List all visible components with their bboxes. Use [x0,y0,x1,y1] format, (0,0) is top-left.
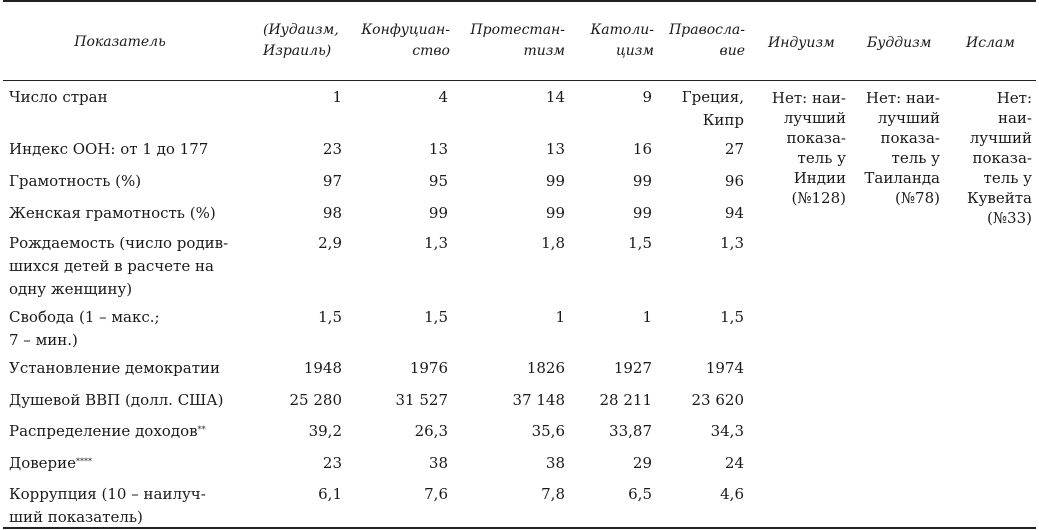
cell-fertility-judaism: 2,9 [318,234,342,252]
cell-female-literacy-catholic: 99 [632,204,652,222]
row-label-un-index: Индекс ООН: от 1 до 177 [9,140,209,158]
cell-freedom-orthodox: 1,5 [720,308,744,326]
cell-female-literacy-protestant: 99 [545,204,565,222]
cell-trust-judaism: 23 [322,454,342,472]
cell-un-index-judaism: 23 [322,140,342,158]
cell-countries-protestant: 14 [545,88,565,106]
cell-gdp-confucian: 31 527 [395,391,448,409]
cell-democracy-catholic: 1927 [613,359,652,377]
trust-text: Доверие [9,454,77,472]
row-label-fertility: Рождаемость (число родив- шихся детей в расчете на одну женщину) [9,234,229,298]
cell-trust-protestant: 38 [545,454,565,472]
cell-freedom-protestant: 1 [555,308,565,326]
header-indicator: Показатель [74,34,166,50]
cell-fertility-protestant: 1,8 [541,234,565,252]
cell-countries-judaism: 1 [332,88,342,106]
cell-corruption-judaism: 6,1 [318,485,342,503]
trust-footnote-mark: **** [76,457,93,466]
cell-income-confucian: 26,3 [414,422,448,440]
row-label-countries: Число стран [9,88,108,106]
cell-literacy-orthodox: 96 [724,172,744,190]
cell-countries-catholic: 9 [642,88,652,106]
cell-trust-orthodox: 24 [724,454,744,472]
cell-income-orthodox: 34,3 [710,422,744,440]
cell-democracy-judaism: 1948 [303,359,342,377]
header-buddhism: Буддизм [867,35,932,51]
income-distribution-footnote-mark: ** [197,425,206,434]
cell-countries-confucian: 4 [438,88,448,106]
cell-gdp-judaism: 25 280 [289,391,342,409]
income-distribution-text: Распределение доходов [9,422,198,440]
header-judaism: (Иудаизм, Израиль) [263,22,339,59]
cell-democracy-orthodox: 1974 [705,359,744,377]
note-buddhism: Нет: наи- лучший показа- тель у Таиланда (№78) [864,89,940,207]
header-catholicism: Католи- цизм [590,22,654,59]
cell-trust-catholic: 29 [632,454,652,472]
row-label-female-literacy: Женская грамотность (%) [9,204,216,222]
note-hinduism: Нет: наи- лучший показа- тель у Индии (№128) [771,89,846,207]
cell-gdp-orthodox: 23 620 [691,391,744,409]
header-hinduism: Индуизм [768,35,835,51]
table-header-rule [3,80,1036,81]
cell-income-judaism: 39,2 [308,422,342,440]
cell-literacy-confucian: 95 [428,172,448,190]
row-label-gdp: Душевой ВВП (долл. США) [9,391,224,409]
cell-corruption-catholic: 6,5 [628,485,652,503]
cell-freedom-confucian: 1,5 [424,308,448,326]
cell-trust-confucian: 38 [428,454,448,472]
cell-un-index-catholic: 16 [632,140,652,158]
note-islam: Нет: наи- лучший показа- тель у Кувейта (№33) [967,89,1032,227]
cell-income-catholic: 33,87 [609,422,652,440]
header-confucianism: Конфуциан- ство [361,22,450,59]
cell-countries-orthodox: Греция, Кипр [681,88,744,129]
cell-democracy-protestant: 1826 [526,359,565,377]
cell-literacy-catholic: 99 [632,172,652,190]
cell-female-literacy-judaism: 98 [322,204,342,222]
cell-un-index-protestant: 13 [545,140,565,158]
row-label-democracy: Установление демократии [9,359,221,377]
row-label-trust [9,452,259,475]
cell-fertility-orthodox: 1,3 [720,234,744,252]
header-protestantism: Протестан- тизм [470,22,565,59]
cell-fertility-confucian: 1,3 [424,234,448,252]
cell-gdp-protestant: 37 148 [512,391,565,409]
cell-female-literacy-confucian: 99 [428,204,448,222]
cell-literacy-judaism: 97 [322,172,342,190]
header-islam: Ислам [966,35,1015,51]
row-label-income-distribution [9,420,259,443]
row-label-literacy: Грамотность (%) [9,172,142,190]
cell-un-index-confucian: 13 [428,140,448,158]
cell-democracy-confucian: 1976 [409,359,448,377]
cell-female-literacy-orthodox: 94 [724,204,744,222]
cell-fertility-catholic: 1,5 [628,234,652,252]
cell-corruption-orthodox: 4,6 [720,485,744,503]
cell-literacy-protestant: 99 [545,172,565,190]
cell-freedom-catholic: 1 [642,308,652,326]
cell-freedom-judaism: 1,5 [318,308,342,326]
header-orthodoxy: Правосла- вие [669,22,745,59]
cell-corruption-confucian: 7,6 [424,485,448,503]
cell-income-protestant: 35,6 [531,422,565,440]
cell-gdp-catholic: 28 211 [599,391,652,409]
row-label-freedom: Свобода (1 – макс.; 7 – мин.) [9,308,160,349]
cell-corruption-protestant: 7,8 [541,485,565,503]
row-label-corruption: Коррупция (10 – наилуч- ший показатель) [9,485,206,526]
cell-un-index-orthodox: 27 [724,140,744,158]
table-top-rule [3,0,1036,2]
